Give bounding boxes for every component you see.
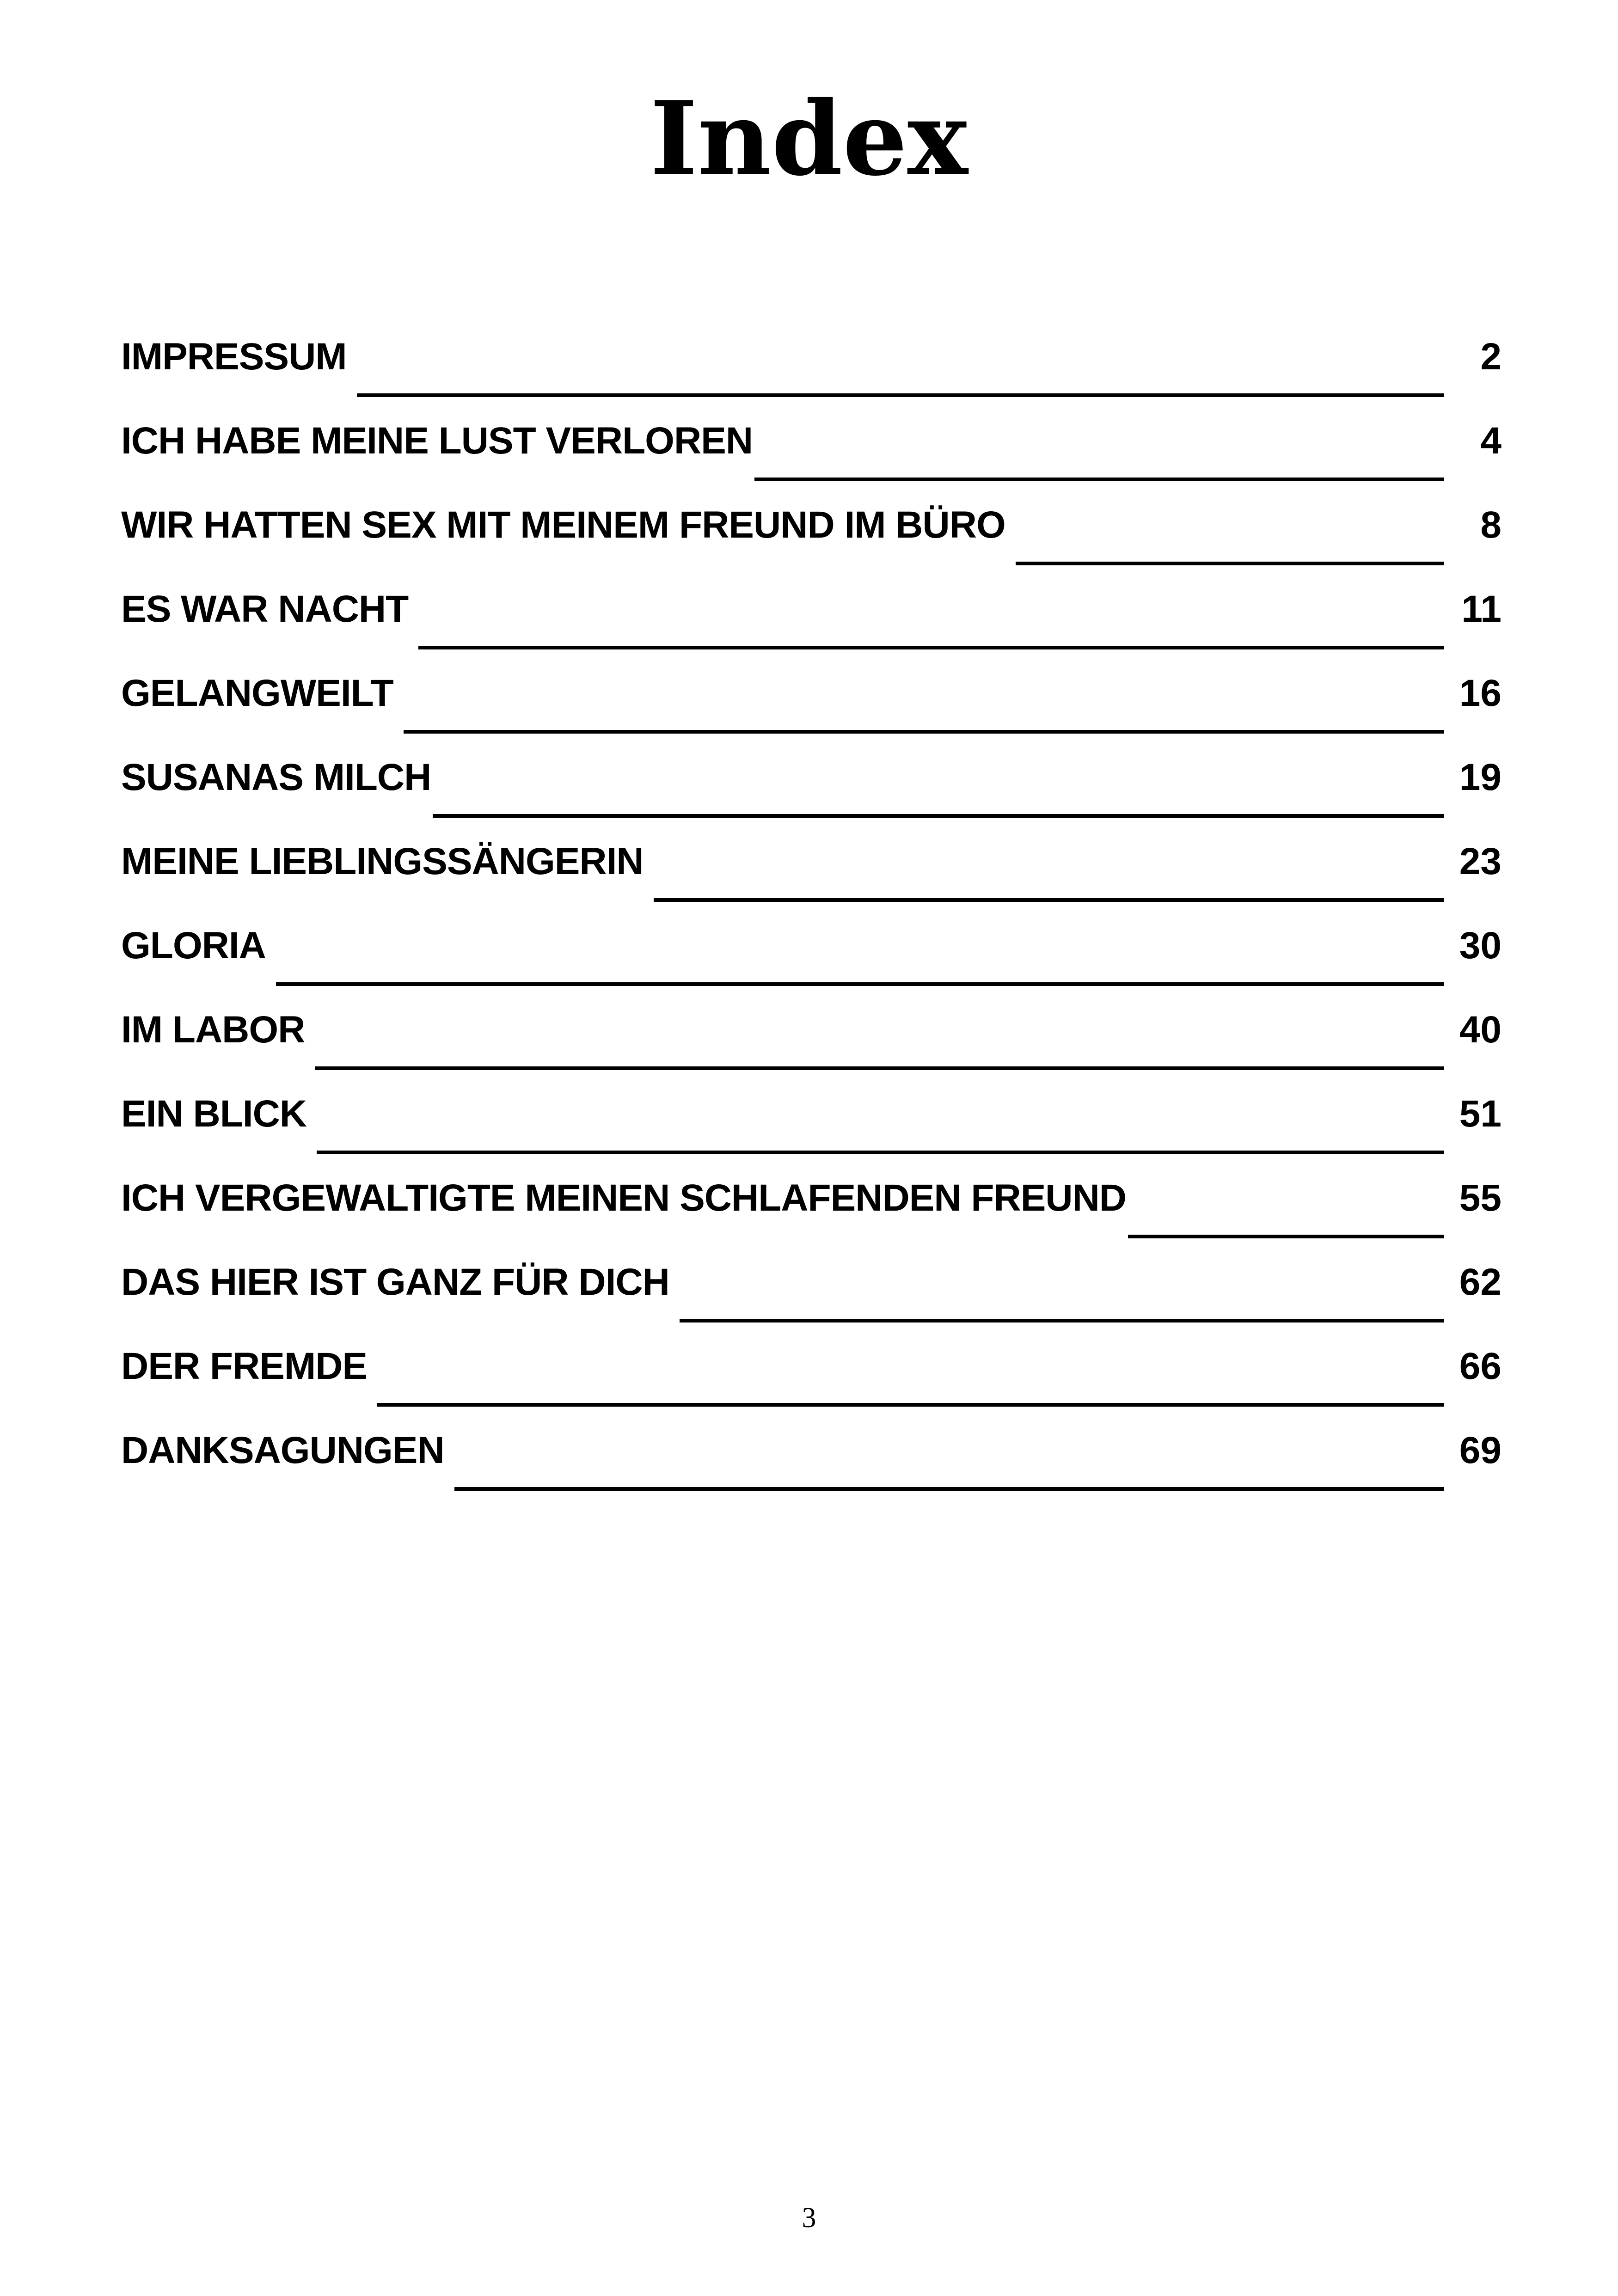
toc-entry [121,418,1502,502]
toc-entry-title: ICH HABE MEINE LUST VERLOREN [121,420,753,462]
toc-entry [121,670,1502,754]
toc-entry [121,1427,1502,1512]
toc-entry-page: 51 [1459,1093,1502,1135]
toc-entry-title: EIN BLICK [121,1093,306,1135]
toc-entry-page: 66 [1459,1345,1502,1387]
toc-leader-line [754,478,1444,481]
toc-entry [121,923,1502,1007]
toc-entry-title: DER FREMDE [121,1345,368,1387]
toc-leader-line [317,1151,1444,1154]
toc-entry [121,1007,1502,1091]
toc-entry-page: 55 [1459,1177,1502,1219]
toc-entry [121,586,1502,670]
toc-entry-page: 40 [1459,1009,1502,1051]
toc-leader-line [418,646,1444,649]
toc-entry [121,839,1502,923]
toc-entry-page: 69 [1459,1429,1502,1471]
toc-entry [121,334,1502,418]
toc-entry-page: 30 [1459,925,1502,967]
toc-leader-line [454,1487,1444,1491]
toc-entry-title: SUSANAS MILCH [121,756,431,798]
toc-entry-title: DANKSAGUNGEN [121,1429,444,1471]
toc-entry-title: DAS HIER IST GANZ FÜR DICH [121,1261,669,1303]
toc-entry-title: ICH VERGEWALTIGTE MEINEN SCHLAFENDEN FREUND [121,1177,1127,1219]
toc-entry [121,754,1502,839]
toc-entry [121,502,1502,586]
toc-entry-page: 23 [1459,840,1502,882]
toc-entry-page: 62 [1459,1261,1502,1303]
toc-entry-title: MEINE LIEBLINGSSÄNGERIN [121,840,644,882]
toc-entry-page: 8 [1480,504,1502,546]
page-number: 3 [802,2202,816,2234]
toc-entry-title: IM LABOR [121,1009,305,1051]
toc-leader-line [1128,1235,1444,1238]
toc-leader-line [276,982,1444,986]
toc-leader-line [377,1403,1444,1407]
toc-entry-page: 11 [1461,588,1502,630]
toc-leader-line [433,814,1444,818]
toc-leader-line [357,393,1444,397]
toc-entry [121,1259,1502,1343]
toc-entry-title: GELANGWEILT [121,672,393,714]
toc-entry-title: IMPRESSUM [121,336,347,378]
table-of-contents [121,334,1502,1512]
toc-leader-line [315,1066,1444,1070]
toc-entry-page: 16 [1459,672,1502,714]
toc-entry [121,1091,1502,1175]
toc-entry-page: 4 [1480,420,1502,462]
page-title: Index [650,79,968,198]
toc-entry-title: GLORIA [121,925,266,967]
toc-leader-line [1016,562,1444,565]
toc-entry-title: WIR HATTEN SEX MIT MEINEM FREUND IM BÜRO [121,504,1005,546]
toc-entry-page: 19 [1459,756,1502,798]
toc-entry-page: 2 [1480,336,1502,378]
toc-leader-line [654,898,1444,902]
toc-entry-title: ES WAR NACHT [121,588,409,630]
toc-leader-line [680,1319,1444,1322]
toc-entry [121,1175,1502,1259]
toc-entry [121,1343,1502,1427]
toc-leader-line [404,730,1444,734]
